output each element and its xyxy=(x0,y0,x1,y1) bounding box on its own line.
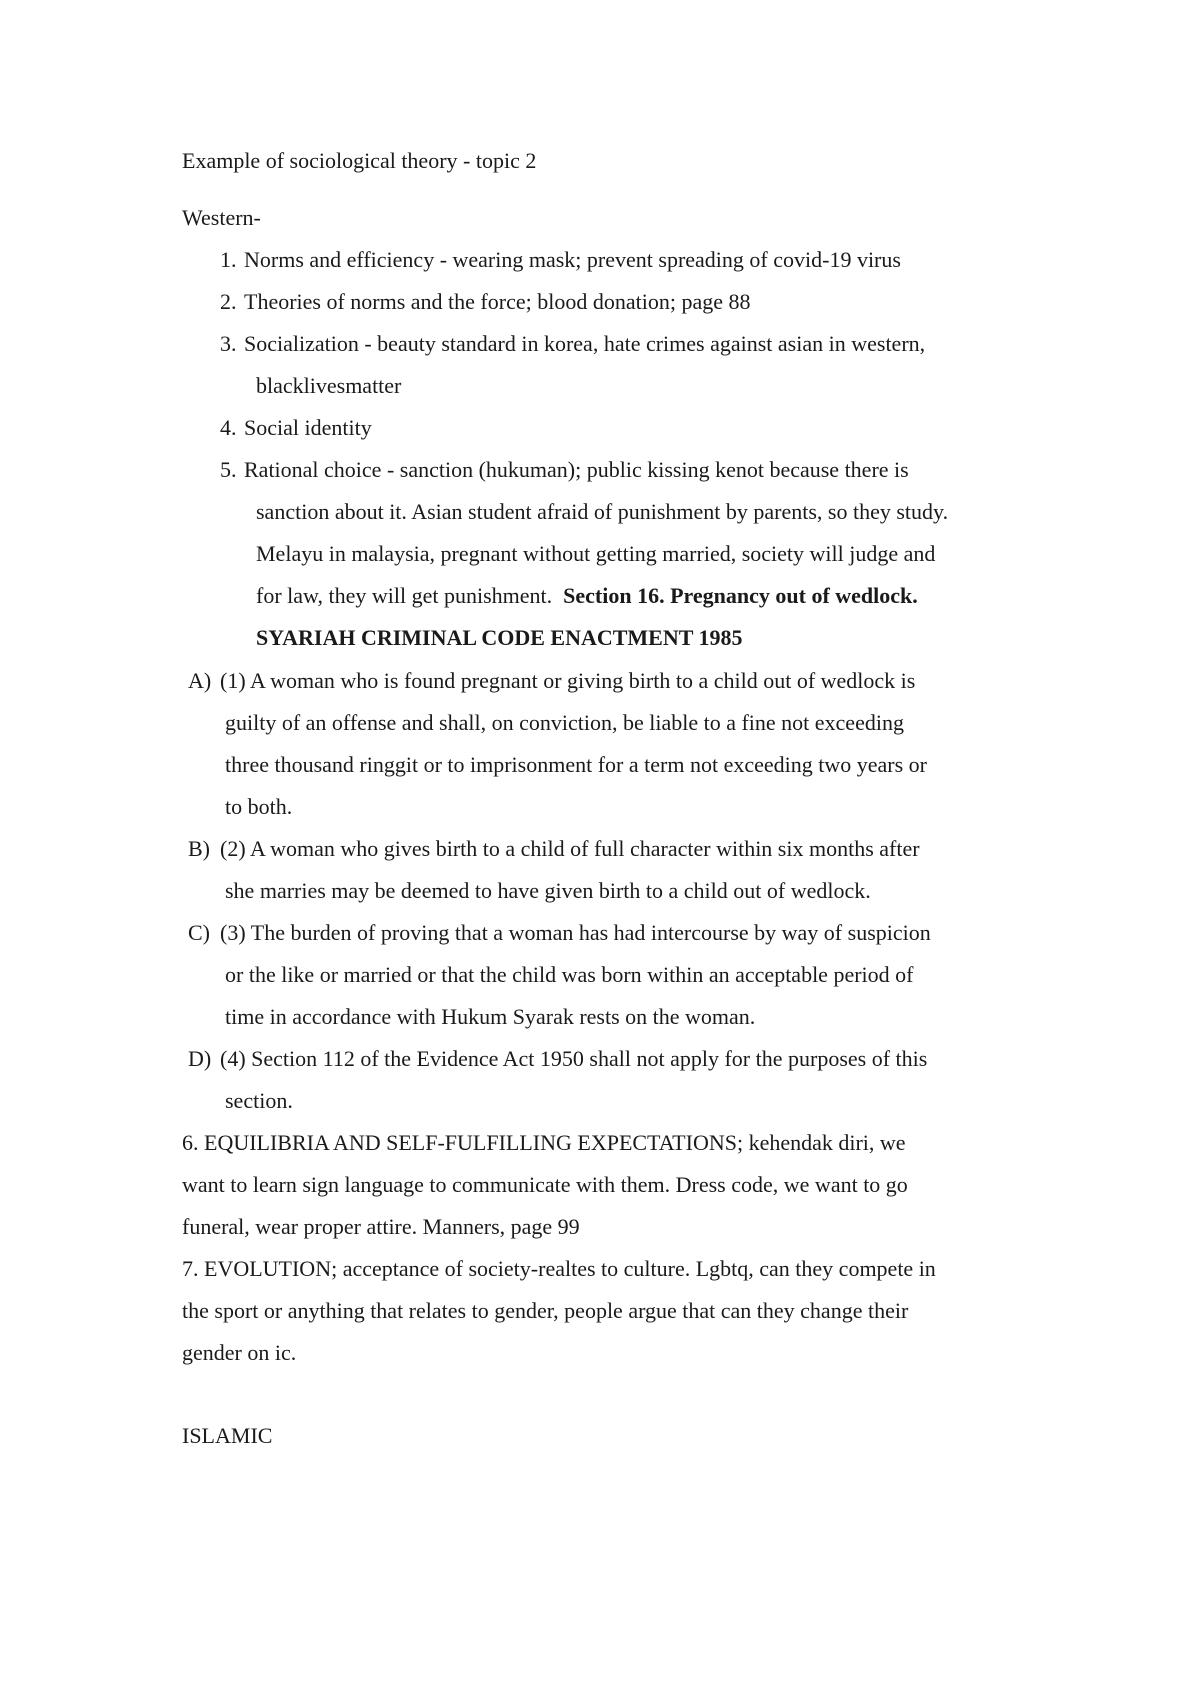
list-item-5-text-line-3: Melayu in malaysia, pregnant without getting married, society will judge and xyxy=(256,541,936,566)
paragraph-6-line-2: want to learn sign language to communicate with them. Dress code, we want to go xyxy=(182,1172,908,1197)
sub-item-a-line-2: guilty of an offense and shall, on conviction, be liable to a fine not exceeding xyxy=(225,710,904,735)
paragraph-7-line-1: 7. EVOLUTION; acceptance of society-realtes to culture. Lgbtq, can they compete in xyxy=(182,1256,936,1281)
list-item-5-text-line-2: sanction about it. Asian student afraid of punishment by parents, so they study. xyxy=(256,499,949,524)
list-item-3-number: 3. xyxy=(220,331,237,356)
list-item-4-number: 4. xyxy=(220,415,237,440)
list-item-3-text-line-1: Socialization - beauty standard in korea, hate crimes against asian in western, xyxy=(244,331,926,356)
sub-item-d-line-1: (4) Section 112 of the Evidence Act 1950 shall not apply for the purposes of this xyxy=(220,1046,928,1071)
sub-item-a-line-3: three thousand ringgit or to imprisonment for a term not exceeding two years or xyxy=(225,752,927,777)
sub-item-d-line-2: section. xyxy=(225,1088,293,1113)
sub-item-c-line-1: (3) The burden of proving that a woman has had intercourse by way of suspicion xyxy=(220,920,931,945)
sub-item-a-line-1: (1) A woman who is found pregnant or giving birth to a child out of wedlock is xyxy=(220,668,916,693)
list-item-5-text-line-4-plain: for law, they will get punishment. xyxy=(256,583,553,608)
list-item-2-number: 2. xyxy=(220,289,237,314)
list-item-1-number: 1. xyxy=(220,247,237,272)
sub-item-a-line-4: to both. xyxy=(225,794,293,819)
sub-item-b-label: B) xyxy=(188,836,210,861)
list-item-3-text-line-2: blacklivesmatter xyxy=(256,373,402,398)
paragraph-7-line-2: the sport or anything that relates to gender, people argue that can they change their xyxy=(182,1298,909,1323)
section-16-heading: Section 16. Pregnancy out of wedlock. xyxy=(563,583,918,608)
sub-item-b-line-1: (2) A woman who gives birth to a child of full character within six months after xyxy=(220,836,920,861)
western-heading: Western- xyxy=(182,205,261,230)
paragraph-6-line-1: 6. EQUILIBRIA AND SELF-FULFILLING EXPECTATIONS; kehendak diri, we xyxy=(182,1130,906,1155)
list-item-4-text: Social identity xyxy=(244,415,372,440)
sub-item-a-label: A) xyxy=(188,668,212,693)
list-item-5-text-line-4 xyxy=(256,585,918,607)
sub-item-c-line-2: or the like or married or that the child was born within an acceptable period of xyxy=(225,962,914,987)
paragraph-6-line-3: funeral, wear proper attire. Manners, page 99 xyxy=(182,1214,580,1239)
syariah-code-heading: SYARIAH CRIMINAL CODE ENACTMENT 1985 xyxy=(256,625,743,650)
list-item-5-text-line-1: Rational choice - sanction (hukuman); public kissing kenot because there is xyxy=(244,457,909,482)
sub-item-c-line-3: time in accordance with Hukum Syarak rests on the woman. xyxy=(225,1004,756,1029)
paragraph-7-line-3: gender on ic. xyxy=(182,1340,297,1365)
list-item-5-number: 5. xyxy=(220,457,237,482)
sub-item-c-label: C) xyxy=(188,920,210,945)
document-title: Example of sociological theory - topic 2 xyxy=(182,148,537,173)
list-item-2-text: Theories of norms and the force; blood donation; page 88 xyxy=(244,289,751,314)
islamic-heading: ISLAMIC xyxy=(182,1423,273,1448)
sub-item-b-line-2: she marries may be deemed to have given birth to a child out of wedlock. xyxy=(225,878,871,903)
sub-item-d-label: D) xyxy=(188,1046,212,1071)
list-item-1-text: Norms and efficiency - wearing mask; prevent spreading of covid-19 virus xyxy=(244,247,901,272)
